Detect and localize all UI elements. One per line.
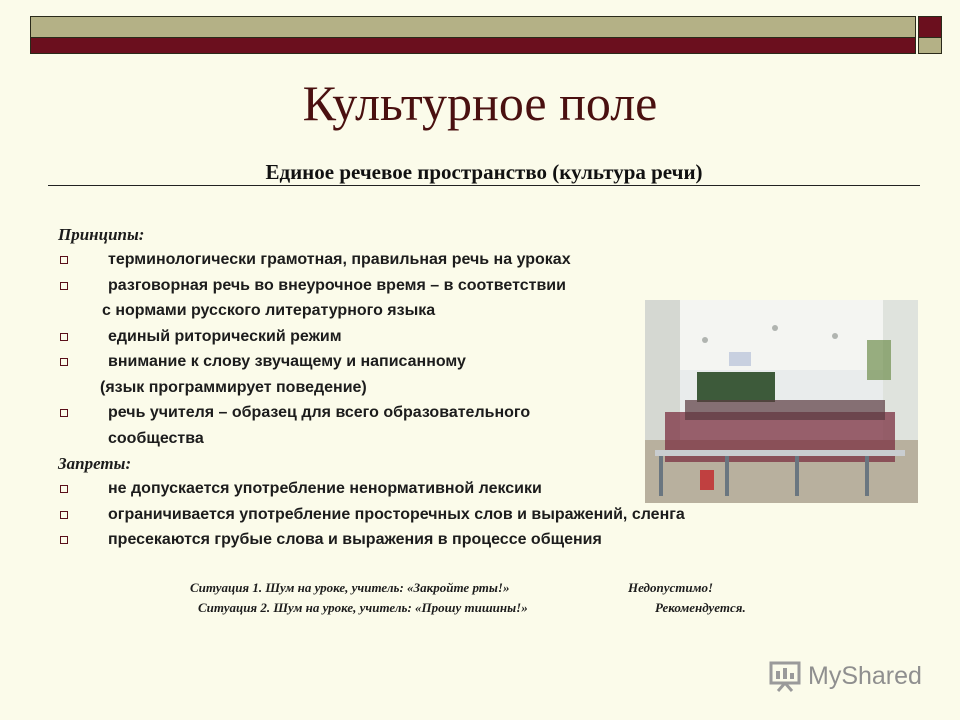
list-item [58, 247, 818, 273]
situation-row [190, 598, 830, 618]
list-item-text: пресекаются грубые слова и выражения в процессе общения [108, 531, 602, 548]
square-bullet-icon [60, 282, 68, 290]
myshared-logo [768, 656, 922, 696]
classroom-photo [645, 300, 918, 503]
list-item-text: единый риторический режим [108, 327, 342, 345]
situation-row [190, 578, 830, 598]
presentation-icon [768, 659, 802, 693]
list-item-text: речь учителя – образец для всего образовательного [108, 404, 531, 421]
square-bullet-icon [60, 536, 68, 544]
situations [190, 578, 830, 618]
list-item-text: разговорная речь во внеурочное время – в соответствии [108, 276, 566, 294]
square-bullet-icon [60, 409, 68, 417]
header-bar-maroon [30, 38, 916, 54]
list-item-text: (язык программирует поведение) [100, 378, 367, 396]
square-bullet-icon [60, 485, 68, 493]
list-item [58, 502, 818, 528]
header-corner-maroon [918, 16, 942, 38]
slide-subtitle: Единое речевое пространство (культура речи) [265, 160, 703, 184]
list-item [58, 527, 818, 553]
square-bullet-icon [60, 256, 68, 264]
situation-verdict: Недопустимо! [628, 580, 714, 595]
principles-heading: Принципы: [58, 225, 145, 244]
prohibitions-heading: Запреты: [58, 454, 132, 473]
list-item-text: ограничивается употребление просторечных слов и выражений, сленга [108, 505, 685, 523]
square-bullet-icon [60, 511, 68, 519]
situation-verdict: Рекомендуется. [655, 600, 746, 615]
list-item-text: сообщества [108, 429, 204, 447]
list-item-text: не допускается употребление ненормативной лексики [108, 480, 542, 497]
situation-text: Ситуация 2. Шум на уроке, учитель: «Прошу тишины!» [198, 600, 528, 615]
list-item-text: внимание к слову звучащему и написанному [108, 353, 466, 370]
list-item [58, 273, 818, 299]
square-bullet-icon [60, 358, 68, 366]
square-bullet-icon [60, 333, 68, 341]
header-bar-olive [30, 16, 916, 38]
header-corner-olive [918, 38, 942, 54]
slide-title: Культурное поле [302, 75, 658, 131]
list-item-text: терминологически грамотная, правильная речь на уроках [108, 251, 571, 268]
subtitle-divider [48, 185, 920, 186]
list-item-text: с нормами русского литературного языка [102, 302, 436, 319]
watermark-text: MyShared [808, 661, 922, 690]
situation-text: Ситуация 1. Шум на уроке, учитель: «Закройте рты!» [190, 580, 510, 595]
